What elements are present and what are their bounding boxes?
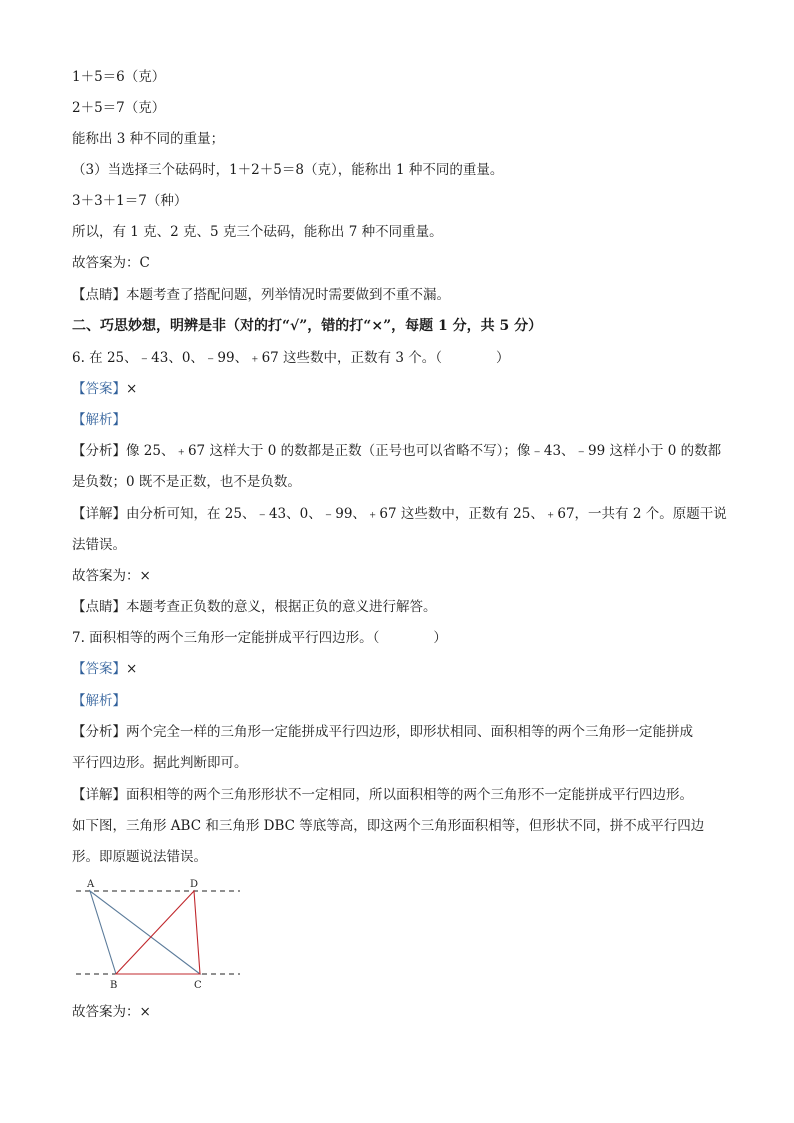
question-6: 6. 在 25、﹣43、0、﹣99、﹢67 这些数中，正数有 3 个。（ ） (72, 350, 510, 366)
dianjing-tag: 【点睛】 (72, 287, 126, 303)
dianjing-tag: 【点睛】 (72, 599, 126, 615)
text-line: 能称出 3 种不同的重量； (72, 131, 225, 147)
label-a: A (87, 879, 95, 890)
triangle-diagram (76, 874, 246, 994)
text-line: 故答案为：C (72, 255, 150, 271)
text-line: 1＋5＝6（克） (72, 69, 166, 85)
answer-line: 【答案】× (72, 661, 138, 677)
text-line: （3）当选择三个砝码时，1＋2＋5＝8（克），能称出 1 种不同的重量。 (72, 162, 504, 178)
text-line: 是负数；0 既不是正数，也不是负数。 (72, 474, 301, 490)
text-line: 3＋3＋1＝7（种） (72, 193, 188, 209)
jiexi-tag: 【解析】 (72, 412, 126, 428)
fenxi-line: 【分析】两个完全一样的三角形一定能拼成平行四边形，即形状相同、面积相等的两个三角形一定能拼成 (72, 724, 693, 740)
text-line: 所以，有 1 克、2 克、5 克三个砝码，能称出 7 种不同重量。 (72, 224, 443, 240)
fenxi-line: 【分析】像 25、﹢67 这样大于 0 的数都是正数（正号也可以省略不写）；像﹣43、﹣99 这样小于 0 的数都 (72, 443, 722, 459)
section-heading: 二、巧思妙想，明辨是非（对的打“√”，错的打“×”，每题 1 分，共 5 分） (72, 318, 543, 334)
xiangjie-line: 【详解】由分析可知，在 25、﹣43、0、﹣99、﹢67 这些数中，正数有 25、﹢67，一共有 2 个。原题干说 (72, 506, 727, 522)
label-c: C (194, 980, 202, 991)
answer-line: 【答案】× (72, 381, 138, 397)
text-line: 如下图，三角形 ABC 和三角形 DBC 等底等高，即这两个三角形面积相等，但形状不同，拼不成平行四边 (72, 818, 705, 834)
fenxi-tag: 【分析】 (72, 724, 126, 740)
xiangjie-tag: 【详解】 (72, 787, 126, 803)
xiangjie-tag: 【详解】 (72, 506, 126, 522)
text-line: 2＋5＝7（克） (72, 100, 166, 116)
label-d: D (190, 879, 199, 890)
text-line: 平行四边形。据此判断即可。 (72, 755, 248, 771)
xiangjie-line: 【详解】面积相等的两个三角形形状不一定相同，所以面积相等的两个三角形不一定能拼成平行四边形。 (72, 787, 693, 803)
text-line: 故答案为：× (72, 568, 151, 584)
label-b: B (110, 980, 118, 991)
question-7: 7. 面积相等的两个三角形一定能拼成平行四边形。（ ） (72, 630, 447, 646)
dianjing-line: 【点睛】本题考查正负数的意义，根据正负的意义进行解答。 (72, 599, 437, 615)
triangle-abc (90, 891, 200, 974)
text-line: 故答案为：× (72, 1004, 151, 1020)
answer-tag: 【答案】 (72, 661, 126, 677)
answer-tag: 【答案】 (72, 381, 126, 397)
text-line: 法错误。 (72, 537, 126, 553)
dianjing-line: 【点睛】本题考查了搭配问题，列举情况时需要做到不重不漏。 (72, 287, 450, 303)
text-line: 形。即原题说法错误。 (72, 849, 207, 865)
jiexi-tag: 【解析】 (72, 693, 126, 709)
fenxi-tag: 【分析】 (72, 443, 126, 459)
triangle-dbc (116, 891, 200, 974)
